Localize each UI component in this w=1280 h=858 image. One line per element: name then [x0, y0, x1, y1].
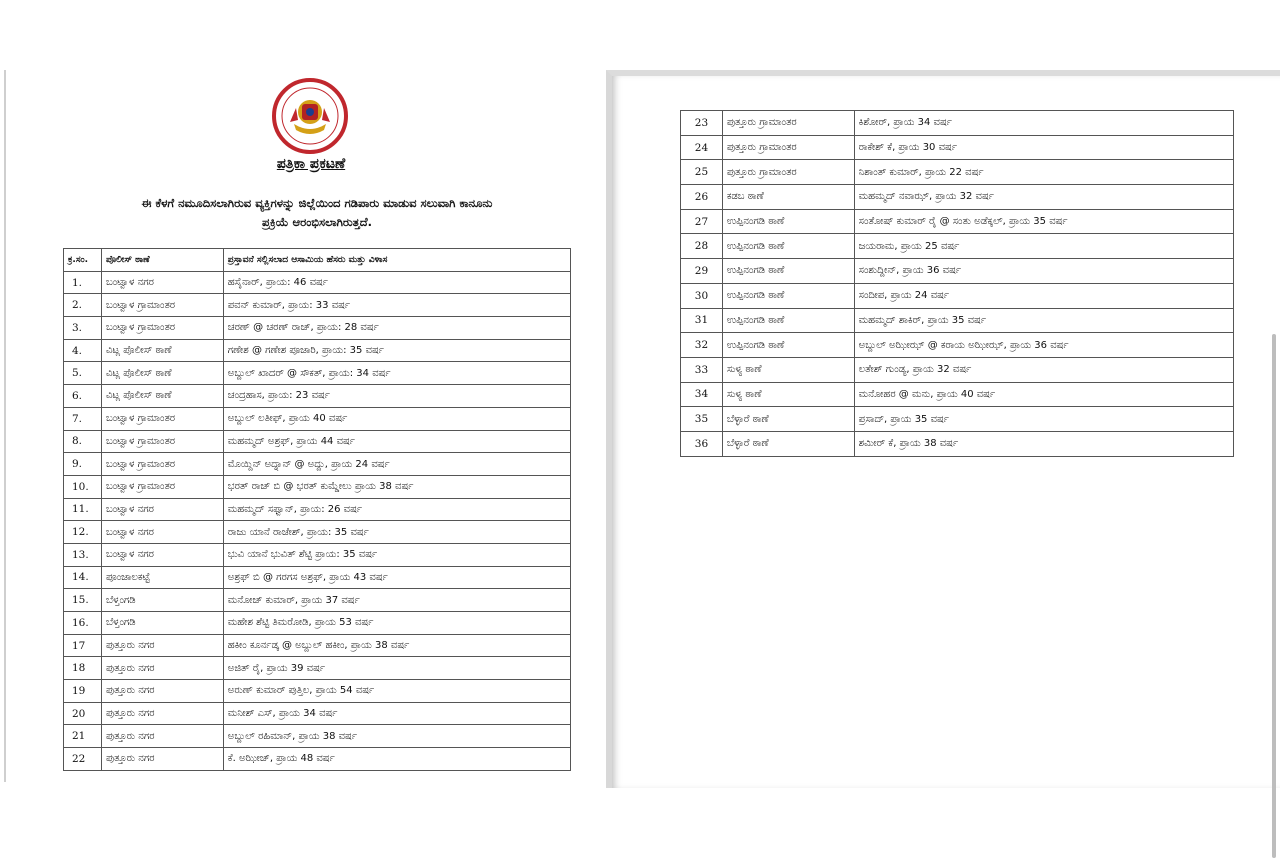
- row-name-address: ಪವನ್ ಕುಮಾರ್, ಪ್ರಾಯ: 33 ವರ್ಷ: [223, 294, 570, 317]
- row-name-address: ನಿಶಾಂತ್ ಕುಮಾರ್, ಪ್ರಾಯ 22 ವರ್ಷ: [854, 160, 1233, 185]
- table-row: [64, 589, 571, 612]
- row-name-address: ಮನೋಜ್ ಕುಮಾರ್, ಪ್ರಾಯ 37 ವರ್ಷ: [223, 589, 570, 612]
- row-name-address: ಭರತ್ ರಾಜ್ ಬಿ @ ಭರತ್ ಕುಮ್ಡೇಲು ಪ್ರಾಯ 38 ವರ್ಷ: [223, 475, 570, 498]
- row-serial: 11.: [64, 498, 102, 521]
- row-name-address: ಚಂದ್ರಹಾಸ, ಪ್ರಾಯ: 23 ವರ್ಷ: [223, 385, 570, 408]
- row-name-address: ಅಜಿತ್ ರೈ, ಪ್ರಾಯ 39 ವರ್ಷ: [223, 657, 570, 680]
- row-police-station: ಬೆಳ್ತಂಗಡಿ: [101, 612, 223, 635]
- row-police-station: ಬಂಟ್ವಾಳ ಗ್ರಾಮಾಂತರ: [101, 475, 223, 498]
- row-serial: 3.: [64, 317, 102, 340]
- row-police-station: ಪುತ್ತೂರು ಗ್ರಾಮಾಂತರ: [722, 160, 854, 185]
- row-police-station: ಉಪ್ಪಿನಂಗಡಿ ಠಾಣೆ: [722, 209, 854, 234]
- row-serial: 23: [681, 111, 723, 136]
- table-row: [681, 382, 1234, 407]
- row-police-station: ಸುಳ್ಯ ಠಾಣೆ: [722, 357, 854, 382]
- row-name-address: ಸಂದೀಪ, ಪ್ರಾಯ 24 ವರ್ಷ: [854, 283, 1233, 308]
- row-serial: 26: [681, 185, 723, 210]
- table-row: [64, 543, 571, 566]
- row-police-station: ಬೆಳ್ಳಾರೆ ಠಾಣೆ: [722, 407, 854, 432]
- row-name-address: ಲತೇಶ್ ಗುಂಡ್ಯ, ಪ್ರಾಯ 32 ವರ್ಷ: [854, 357, 1233, 382]
- row-serial: 24: [681, 135, 723, 160]
- row-serial: 19: [64, 680, 102, 703]
- table-row: [681, 308, 1234, 333]
- table-row: [64, 521, 571, 544]
- karnataka-police-emblem-icon: [272, 78, 348, 154]
- row-police-station: ಪುತ್ತೂರು ನಗರ: [101, 702, 223, 725]
- row-name-address: ಹಕೀಂ ಕೂರ್ನಡ್ಕ @ ಅಬ್ದುಲ್ ಹಕೀಂ, ಪ್ರಾಯ 38 ವರ್ಷ: [223, 634, 570, 657]
- table-row: [64, 748, 571, 771]
- row-police-station: ಬಂಟ್ವಾಳ ಗ್ರಾಮಾಂತರ: [101, 407, 223, 430]
- row-serial: 16.: [64, 612, 102, 635]
- row-police-station: ಪುತ್ತೂರು ನಗರ: [101, 634, 223, 657]
- row-serial: 9.: [64, 453, 102, 476]
- table-row: [64, 430, 571, 453]
- externment-table-left: [63, 248, 571, 771]
- row-police-station: ಪೂಂಜಾಲಕಟ್ಟೆ: [101, 566, 223, 589]
- row-serial: 2.: [64, 294, 102, 317]
- row-name-address: ಮೊಯ್ದಿನ್ ಅದ್ನಾನ್ @ ಅದ್ದು, ಪ್ರಾಯ 24 ವರ್ಷ: [223, 453, 570, 476]
- row-serial: 13.: [64, 543, 102, 566]
- row-name-address: ಪ್ರಸಾದ್, ಪ್ರಾಯ 35 ವರ್ಷ: [854, 407, 1233, 432]
- row-police-station: ವಿಟ್ಲ ಪೊಲೀಸ್ ಠಾಣೆ: [101, 385, 223, 408]
- row-police-station: ಉಪ್ಪಿನಂಗಡಿ ಠಾಣೆ: [722, 259, 854, 284]
- row-police-station: ಕಡಬ ಠಾಣೆ: [722, 185, 854, 210]
- vertical-scrollbar[interactable]: [1272, 334, 1276, 858]
- row-serial: 17: [64, 634, 102, 657]
- table-row: [681, 259, 1234, 284]
- table-row: [681, 431, 1234, 456]
- row-name-address: ಚರಣ್ @ ಚರಣ್ ರಾಜ್, ಪ್ರಾಯ: 28 ವರ್ಷ: [223, 317, 570, 340]
- row-police-station: ಉಪ್ಪಿನಂಗಡಿ ಠಾಣೆ: [722, 234, 854, 259]
- row-police-station: ಬಂಟ್ವಾಳ ನಗರ: [101, 521, 223, 544]
- row-name-address: ಕಿಶೋರ್, ಪ್ರಾಯ 34 ವರ್ಷ: [854, 111, 1233, 136]
- row-serial: 22: [64, 748, 102, 771]
- row-name-address: ಭುವಿ ಯಾನೆ ಭುವಿತ್ ಶೆಟ್ಟಿ ಪ್ರಾಯ: 35 ವರ್ಷ: [223, 543, 570, 566]
- row-serial: 15.: [64, 589, 102, 612]
- row-police-station: ಪುತ್ತೂರು ನಗರ: [101, 657, 223, 680]
- table-row: [64, 680, 571, 703]
- table-row: [681, 283, 1234, 308]
- row-name-address: ಅಬ್ದುಲ್ ಖಾದರ್ @ ಸೌಕತ್, ಪ್ರಾಯ: 34 ವರ್ಷ: [223, 362, 570, 385]
- row-name-address: ಶಮೀರ್ ಕೆ, ಪ್ರಾಯ 38 ವರ್ಷ: [854, 431, 1233, 456]
- row-police-station: ಬಂಟ್ವಾಳ ನಗರ: [101, 271, 223, 294]
- table-row: [64, 634, 571, 657]
- row-serial: 35: [681, 407, 723, 432]
- externment-table-right: [680, 110, 1234, 457]
- press-release-subheading: [82, 194, 552, 232]
- row-police-station: ವಿಟ್ಲ ಪೊಲೀಸ್ ಠಾಣೆ: [101, 362, 223, 385]
- table-header-row: [64, 249, 571, 272]
- table-row: [64, 362, 571, 385]
- row-police-station: ಉಪ್ಪಿನಂಗಡಿ ಠಾಣೆ: [722, 308, 854, 333]
- row-serial: 12.: [64, 521, 102, 544]
- table-row: [64, 612, 571, 635]
- row-serial: 10.: [64, 475, 102, 498]
- row-police-station: ಬಂಟ್ವಾಳ ನಗರ: [101, 498, 223, 521]
- press-release-title: ಪತ್ರಿಕಾ ಪ್ರಕಟಣೆ: [276, 156, 346, 172]
- table-row: [681, 185, 1234, 210]
- table-row: [681, 333, 1234, 358]
- row-serial: 32: [681, 333, 723, 358]
- row-serial: 27: [681, 209, 723, 234]
- row-name-address: ಮಹೇಶ ಶೆಟ್ಟಿ ತಿಮರೋಡಿ, ಪ್ರಾಯ 53 ವರ್ಷ: [223, 612, 570, 635]
- row-name-address: ಮಹಮ್ಮದ್ ಸಫ್ವಾನ್, ಪ್ರಾಯ: 26 ವರ್ಷ: [223, 498, 570, 521]
- row-police-station: ಪುತ್ತೂರು ನಗರ: [101, 725, 223, 748]
- row-police-station: ಉಪ್ಪಿನಂಗಡಿ ಠಾಣೆ: [722, 283, 854, 308]
- row-serial: 21: [64, 725, 102, 748]
- row-name-address: ಕೆ. ಅಝೀಜ್, ಪ್ರಾಯ 48 ವರ್ಷ: [223, 748, 570, 771]
- row-serial: 28: [681, 234, 723, 259]
- row-police-station: ವಿಟ್ಲ ಪೊಲೀಸ್ ಠಾಣೆ: [101, 339, 223, 362]
- table-row: [64, 453, 571, 476]
- row-serial: 4.: [64, 339, 102, 362]
- table-row: [681, 209, 1234, 234]
- row-serial: 34: [681, 382, 723, 407]
- row-name-address: ಸಂತೋಷ್ ಕುಮಾರ್ ರೈ @ ಸಂತು ಅಡೆಕ್ಕಲ್, ಪ್ರಾಯ 35 ವರ್ಷ: [854, 209, 1233, 234]
- table-row: [64, 339, 571, 362]
- row-serial: 25: [681, 160, 723, 185]
- table-row: [681, 111, 1234, 136]
- row-name-address: ಹಸೈನಾರ್, ಪ್ರಾಯ: 46 ವರ್ಷ: [223, 271, 570, 294]
- row-name-address: ಮನೀಶ್ ಎಸ್, ಪ್ರಾಯ 34 ವರ್ಷ: [223, 702, 570, 725]
- table-row: [64, 475, 571, 498]
- row-police-station: ಉಪ್ಪಿನಂಗಡಿ ಠಾಣೆ: [722, 333, 854, 358]
- subheading-line-1: ಈ ಕೆಳಗೆ ನಮೂದಿಸಲಾಗಿರುವ ವ್ಯಕ್ತಿಗಳನ್ನು ಜಿಲ್ಲೆಯಿಂದ ಗಡಿಪಾರು ಮಾಡುವ ಸಲುವಾಗಿ ಕಾನೂನು: [141, 196, 493, 210]
- row-serial: 14.: [64, 566, 102, 589]
- row-police-station: ಪುತ್ತೂರು ನಗರ: [101, 680, 223, 703]
- row-police-station: ಬೆಳ್ತಂಗಡಿ: [101, 589, 223, 612]
- table-row: [681, 357, 1234, 382]
- row-serial: 31: [681, 308, 723, 333]
- table-row: [64, 725, 571, 748]
- table-row: [64, 407, 571, 430]
- row-name-address: ಗಣೇಶ @ ಗಣೇಶ ಪೂಜಾರಿ, ಪ್ರಾಯ: 35 ವರ್ಷ: [223, 339, 570, 362]
- row-name-address: ಮಹಮ್ಮದ್ ಶಾಕಿರ್, ಪ್ರಾಯ 35 ವರ್ಷ: [854, 308, 1233, 333]
- row-police-station: ಬಂಟ್ವಾಳ ಗ್ರಾಮಾಂತರ: [101, 317, 223, 340]
- table-row: [681, 160, 1234, 185]
- table-row: [681, 234, 1234, 259]
- row-name-address: ಮನೋಹರ @ ಮನು, ಪ್ರಾಯ 40 ವರ್ಷ: [854, 382, 1233, 407]
- row-serial: 20: [64, 702, 102, 725]
- table-row: [681, 135, 1234, 160]
- row-name-address: ರಾಜು ಯಾನೆ ರಾಜೇಶ್, ಪ್ರಾಯ: 35 ವರ್ಷ: [223, 521, 570, 544]
- row-name-address: ಅಬ್ದುಲ್ ಅಝೀಝ್ @ ಕರಾಯ ಅಝೀಝ್, ಪ್ರಾಯ 36 ವರ್ಷ: [854, 333, 1233, 358]
- table-row: [64, 702, 571, 725]
- row-police-station: ಬಂಟ್ವಾಳ ನಗರ: [101, 543, 223, 566]
- row-police-station: ಬಂಟ್ವಾಳ ಗ್ರಾಮಾಂತರ: [101, 430, 223, 453]
- row-police-station: ಬಂಟ್ವಾಳ ಗ್ರಾಮಾಂತರ: [101, 294, 223, 317]
- row-police-station: ಪುತ್ತೂರು ಗ್ರಾಮಾಂತರ: [722, 135, 854, 160]
- row-name-address: ಸಂಶುದ್ದೀನ್, ಪ್ರಾಯ 36 ವರ್ಷ: [854, 259, 1233, 284]
- row-serial: 36: [681, 431, 723, 456]
- row-name-address: ಮಹಮ್ಮದ್ ನವಾಝ್, ಪ್ರಾಯ 32 ವರ್ಷ: [854, 185, 1233, 210]
- row-name-address: ಮಹಮ್ಮದ್ ಅಶ್ರಫ್, ಪ್ರಾಯ 44 ವರ್ಷ: [223, 430, 570, 453]
- document-page-right: [606, 70, 1280, 788]
- row-police-station: ಬಂಟ್ವಾಳ ಗ್ರಾಮಾಂತರ: [101, 453, 223, 476]
- row-police-station: ಸುಳ್ಯ ಠಾಣೆ: [722, 382, 854, 407]
- table-row: [64, 498, 571, 521]
- table-row: [64, 657, 571, 680]
- row-police-station: ಪುತ್ತೂರು ಗ್ರಾಮಾಂತರ: [722, 111, 854, 136]
- table-row: [64, 385, 571, 408]
- row-serial: 1.: [64, 271, 102, 294]
- row-serial: 8.: [64, 430, 102, 453]
- row-name-address: ಅಬ್ದುಲ್ ಲತೀಫ್, ಪ್ರಾಯ 40 ವರ್ಷ: [223, 407, 570, 430]
- table-row: [64, 317, 571, 340]
- subheading-line-2: ಪ್ರಕ್ರಿಯೆ ಆರಂಭಿಸಲಾಗಿರುತ್ತದೆ.: [262, 215, 372, 229]
- table-row: [64, 294, 571, 317]
- header-serial: ಕ್ರ.ಸಂ.: [64, 249, 102, 272]
- table-row: [681, 407, 1234, 432]
- row-serial: 29: [681, 259, 723, 284]
- row-name-address: ಜಯರಾಮ, ಪ್ರಾಯ 25 ವರ್ಷ: [854, 234, 1233, 259]
- header-police-station: ಪೊಲೀಸ್ ಠಾಣೆ: [101, 249, 223, 272]
- header-name-address: ಪ್ರಸ್ತಾವನೆ ಸಲ್ಲಿಸಲಾದ ಆಸಾಮಿಯ ಹೆಸರು ಮತ್ತು ವಿಳಾಸ: [223, 249, 570, 272]
- row-serial: 30: [681, 283, 723, 308]
- document-page-left: [4, 70, 602, 782]
- table-row: [64, 271, 571, 294]
- row-police-station: ಬೆಳ್ಳಾರೆ ಠಾಣೆ: [722, 431, 854, 456]
- row-serial: 33: [681, 357, 723, 382]
- row-serial: 5.: [64, 362, 102, 385]
- row-serial: 18: [64, 657, 102, 680]
- row-police-station: ಪುತ್ತೂರು ನಗರ: [101, 748, 223, 771]
- row-serial: 7.: [64, 407, 102, 430]
- row-serial: 6.: [64, 385, 102, 408]
- row-name-address: ರಾಕೇಶ್ ಕೆ, ಪ್ರಾಯ 30 ವರ್ಷ: [854, 135, 1233, 160]
- row-name-address: ಅಶ್ರಫ್ ಬಿ @ ಗರಗಸ ಅಶ್ರಫ್, ಪ್ರಾಯ 43 ವರ್ಷ: [223, 566, 570, 589]
- table-row: [64, 566, 571, 589]
- row-name-address: ಅರುಣ್ ಕುಮಾರ್ ಪುತ್ತಿಲ, ಪ್ರಾಯ 54 ವರ್ಷ: [223, 680, 570, 703]
- row-name-address: ಅಬ್ದುಲ್ ರಹಿಮಾನ್, ಪ್ರಾಯ 38 ವರ್ಷ: [223, 725, 570, 748]
